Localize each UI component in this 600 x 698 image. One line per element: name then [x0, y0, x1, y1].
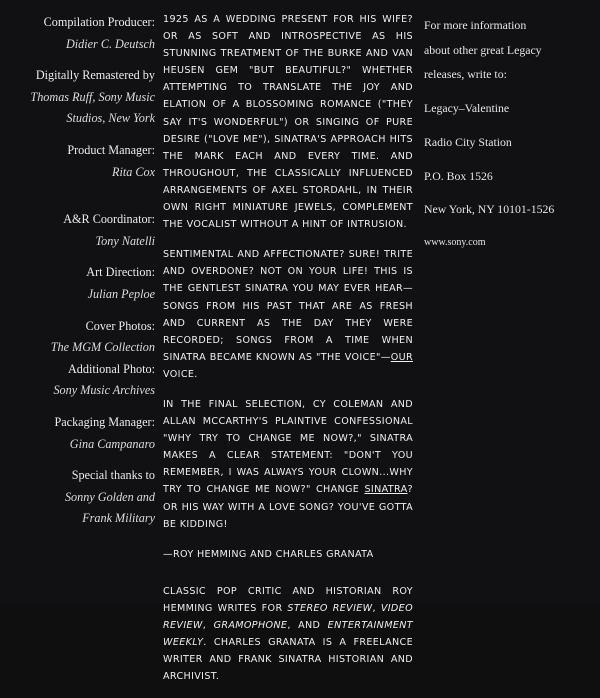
essay-text: CLASSIC POP CRITIC AND HISTORIAN ROY HEMMING WRITES FOR	[163, 585, 413, 614]
address-line: Legacy–Valentine	[424, 101, 510, 116]
essay-text: IN THE FINAL SELECTION, CY COLEMAN AND ALLAN MCCARTHY'S PLAINTIVE CONFESSIONAL "WHY TRY TO CHANGE ME NOW?," SINATRA MAKES A CLEAR STATEMENT: "DON'T YOU REMEMBER, I WAS ALWAYS YOUR CLOWN...WHY TRY TO CHANGE ME NOW?" CHANGE	[163, 398, 413, 496]
essay-text: ? OR HIS WAY WITH A LOVE SONG? YOU'VE GOTTA BE KIDDING!	[163, 484, 413, 530]
credit-role: Cover Photos:	[85, 318, 155, 333]
credit-name: Rita Cox	[112, 164, 155, 179]
credit-name: The MGM Collection	[50, 340, 155, 355]
credit-role: Product Manager:	[67, 142, 155, 157]
address-line: P.O. Box 1526	[424, 168, 493, 183]
essay-text: SENTIMENTAL AND AFFECTIONATE? SURE! TRITE AND OVERDONE? NOT ON YOUR LIFE! THIS IS THE GENTLEST SINATRA YOU MAY EVER HEAR—SONGS FROM HIS PAST THAT ARE AS FRESH AND CURRENT AS THE DAY THEY WERE RECORDED; SONGS FROM A TIME WHEN SINATRA BECAME KNOWN AS "THE VOICE"—	[163, 249, 413, 363]
essay-paragraph	[163, 246, 413, 383]
essay-underlined: SINATRA	[364, 484, 408, 496]
essay-text: . CHARLES GRANATA IS A FREELANCE WRITER AND FRANK SINATRA HISTORIAN AND ARCHIVIST.	[163, 637, 413, 683]
info-line: For more information	[424, 18, 527, 32]
credits-column	[0, 12, 155, 530]
publication-title: STEREO REVIEW	[287, 602, 373, 614]
publication-title: ENTERTAINMENT WEEKLY	[163, 620, 413, 649]
credit-role: Art Direction:	[86, 265, 155, 280]
address-line: Radio City Station	[424, 134, 512, 149]
credit-name: Tony Natelli	[95, 233, 155, 248]
website-link[interactable]: www.sony.com	[424, 236, 486, 248]
credit-role: A&R Coordinator:	[63, 212, 155, 227]
credit-role: Digitally Remastered by	[35, 68, 155, 83]
credit-role: Special thanks to	[71, 468, 155, 483]
essay-signature: —ROY HEMMING AND CHARLES GRANATA	[163, 548, 374, 560]
credit-name: Studios, New York	[66, 111, 155, 126]
address-line: New York, NY 10101-1526	[424, 202, 555, 217]
essay-text: VOICE.	[163, 368, 198, 380]
essay-paragraph: 1925 AS A WEDDING PRESENT FOR HIS WIFE? OR AS SOFT AND INTROSPECTIVE AS HIS STUNNING TREATMENT OF THE BURKE AND VAN HEUSEN GEM "BUT BEAUTIFUL?" WHETHER ATTEMPTING TO TRANSLATE THE JOY AND ELATION OF A BLOSSOMING ROMANCE ("THEY SAY IT'S WONDERFUL") OR SINGING OF PURE DESIRE ("LOVE ME"), SINATRA'S APPROACH HITS THE MARK EACH AND EVERY TIME. AND THROUGHOUT, THE CLASSICALLY INFLUENCED ARRANGEMENTS OF AXEL STORDAHL, IN THEIR OWN RIGHT MINIATURE JEWELS, COMPLEMENT THE VOCALIST WITHOUT A HINT OF INTRUSION.	[163, 14, 413, 231]
essay-text: , AND	[287, 620, 328, 631]
credit-name: Gina Campanaro	[69, 436, 155, 451]
essay-underlined: OUR	[390, 351, 413, 363]
credit-name: Frank Military	[82, 511, 155, 526]
essay-paragraph	[163, 396, 413, 533]
credit-name: Sonny Golden and	[64, 489, 155, 504]
credit-name: Didier C. Deutsch	[65, 36, 155, 51]
info-line: about other great Legacy	[424, 42, 542, 57]
credit-role: Compilation Producer:	[43, 15, 155, 29]
credit-role: Additional Photo:	[67, 361, 155, 376]
essay-text: ,	[202, 620, 214, 631]
credit-name: Thomas Ruff, Sony Music	[30, 89, 155, 104]
info-line: releases, write to:	[424, 67, 507, 82]
publication-title: VIDEO REVIEW	[163, 602, 413, 631]
publication-title: GRAMOPHONE	[213, 620, 288, 631]
credit-name: Sony Music Archives	[53, 383, 155, 398]
credit-role: Packaging Manager:	[54, 414, 155, 429]
essay-text: ,	[372, 602, 381, 614]
essay-column	[163, 11, 413, 698]
contact-info-column	[424, 13, 594, 256]
essay-paragraph	[163, 583, 413, 686]
credit-name: Julian Peploe	[87, 286, 155, 301]
